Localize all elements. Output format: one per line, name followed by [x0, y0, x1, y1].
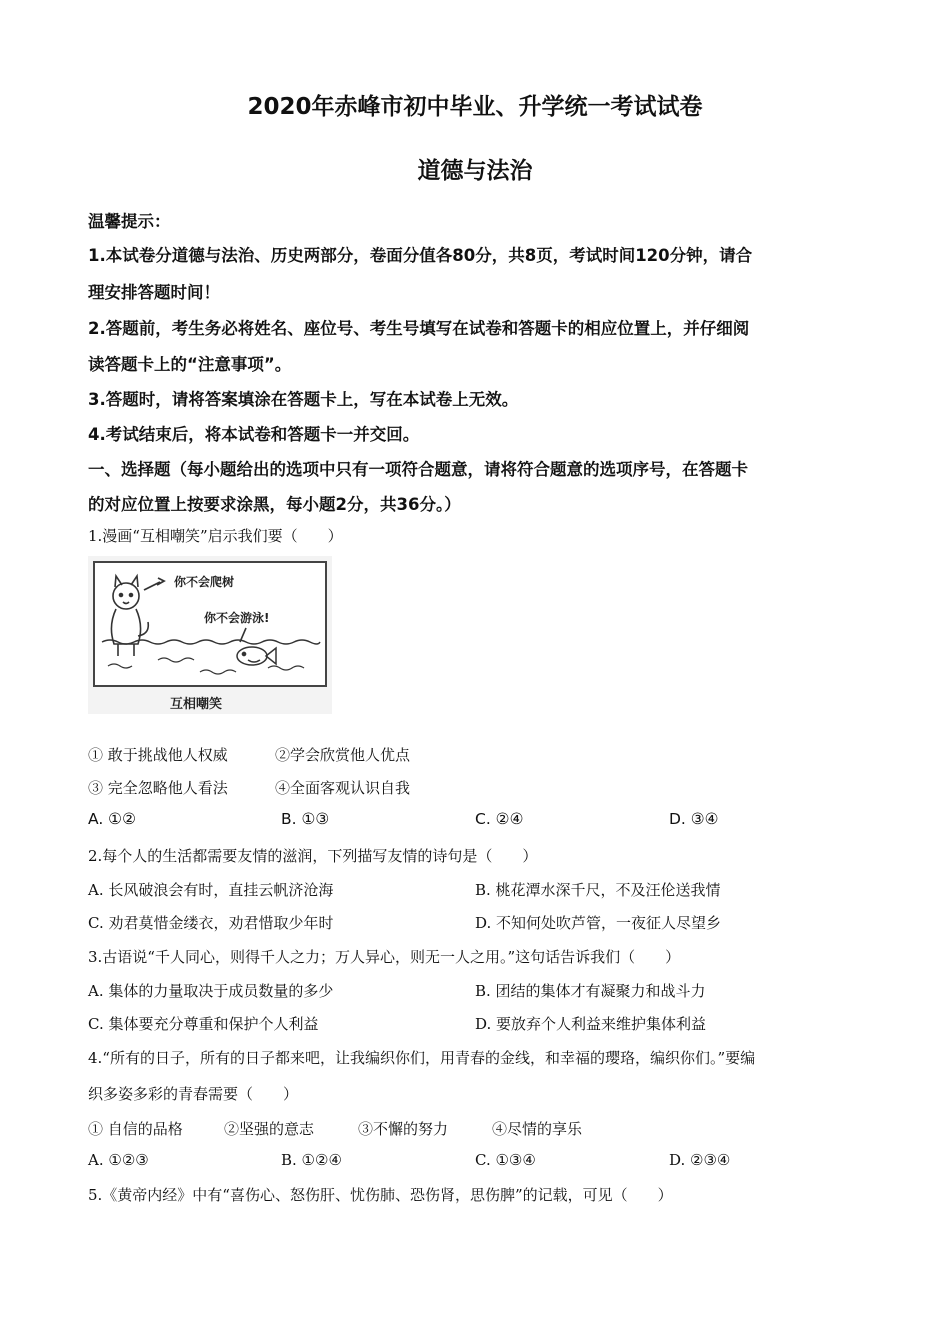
option-d: D. ③④ [669, 810, 719, 828]
option-b: B. ①②④ [281, 1151, 342, 1169]
statement-item: ④尽情的享乐 [492, 1120, 583, 1138]
question-stem: 5.《黄帝内经》中有“喜伤心、怒伤肝、忧伤肺、恐伤肾，思伤脾”的记载，可见（ ） [88, 1186, 673, 1204]
speech-cat: 你不会爬树 [174, 575, 235, 589]
option-c: C. 劝君莫惜金缕衣，劝君惜取少年时 [88, 914, 334, 932]
section-heading: 一、选择题（每小题给出的选项中只有一项符合题意，请将符合题意的选项序号，在答题卡 [88, 460, 748, 479]
statement-item: ②坚强的意志 [224, 1120, 315, 1138]
option-a: A. ①②③ [88, 1151, 149, 1169]
statement-item: ②学会欣赏他人优点 [275, 746, 411, 764]
statement-item: ③不懈的努力 [358, 1120, 449, 1138]
option-d: D. 不知何处吹芦管，一夜征人尽望乡 [475, 914, 722, 932]
option-c: C. 集体要充分尊重和保护个人利益 [88, 1015, 319, 1033]
option-b: B. 团结的集体才有凝聚力和战斗力 [475, 982, 706, 1000]
statement-item: ① 自信的品格 [88, 1120, 183, 1138]
option-d: D. ②③④ [669, 1151, 731, 1169]
cartoon-image [88, 556, 332, 714]
question-stem-cont: 织多姿多彩的青春需要（ ） [88, 1085, 299, 1103]
option-a: A. 集体的力量取决于成员数量的多少 [88, 982, 334, 1000]
question-stem: 3.古语说“千人同心，则得千人之力；万人异心，则无一人之用。”这句话告诉我们（ ） [88, 948, 681, 966]
question-stem: 2.每个人的生活都需要友情的滋润，下列描写友情的诗句是（ ） [88, 847, 538, 865]
option-c: C. ①③④ [475, 1151, 536, 1169]
tip-line: 4.考试结束后，将本试卷和答题卡一并交回。 [88, 425, 420, 444]
option-b: B. 桃花潭水深千尺，不及汪伦送我情 [475, 881, 721, 899]
speech-fish: 你不会游泳! [204, 611, 270, 625]
option-a: A. 长风破浪会有时，直挂云帆济沧海 [88, 881, 334, 899]
exam-title: 2020年赤峰市初中毕业、升学统一考试试卷 [247, 94, 703, 120]
option-a: A. ①② [88, 810, 136, 828]
tip-line: 理安排答题时间！ [88, 283, 220, 302]
tip-line: 2.答题前，考生务必将姓名、座位号、考生号填写在试卷和答题卡的相应位置上，并仔细阅 [88, 319, 750, 338]
statement-item: ④全面客观认识自我 [275, 779, 411, 797]
tips-heading: 温馨提示： [88, 212, 171, 231]
statement-item: ③ 完全忽略他人看法 [88, 779, 228, 797]
cartoon-caption: 互相嘲笑 [170, 697, 223, 712]
tip-line: 读答题卡上的“注意事项”。 [88, 355, 292, 374]
statement-item: ① 敢于挑战他人权威 [88, 746, 228, 764]
tip-line: 3.答题时，请将答案填涂在答题卡上，写在本试卷上无效。 [88, 390, 519, 409]
question-stem: 1.漫画“互相嘲笑”启示我们要（ ） [88, 527, 343, 545]
subject-title: 道德与法治 [417, 158, 533, 184]
option-c: C. ②④ [475, 810, 524, 828]
section-heading: 的对应位置上按要求涂黑，每小题2分，共36分。） [88, 495, 461, 514]
option-d: D. 要放弃个人利益来维护集体利益 [475, 1015, 707, 1033]
question-stem: 4.“所有的日子，所有的日子都来吧，让我编织你们，用青春的金线，和幸福的璎珞，编织你们。”要编 [88, 1049, 756, 1067]
option-b: B. ①③ [281, 810, 330, 828]
tip-line: 1.本试卷分道德与法治、历史两部分，卷面分值各80分，共8页，考试时间120分钟，请合 [88, 246, 753, 265]
